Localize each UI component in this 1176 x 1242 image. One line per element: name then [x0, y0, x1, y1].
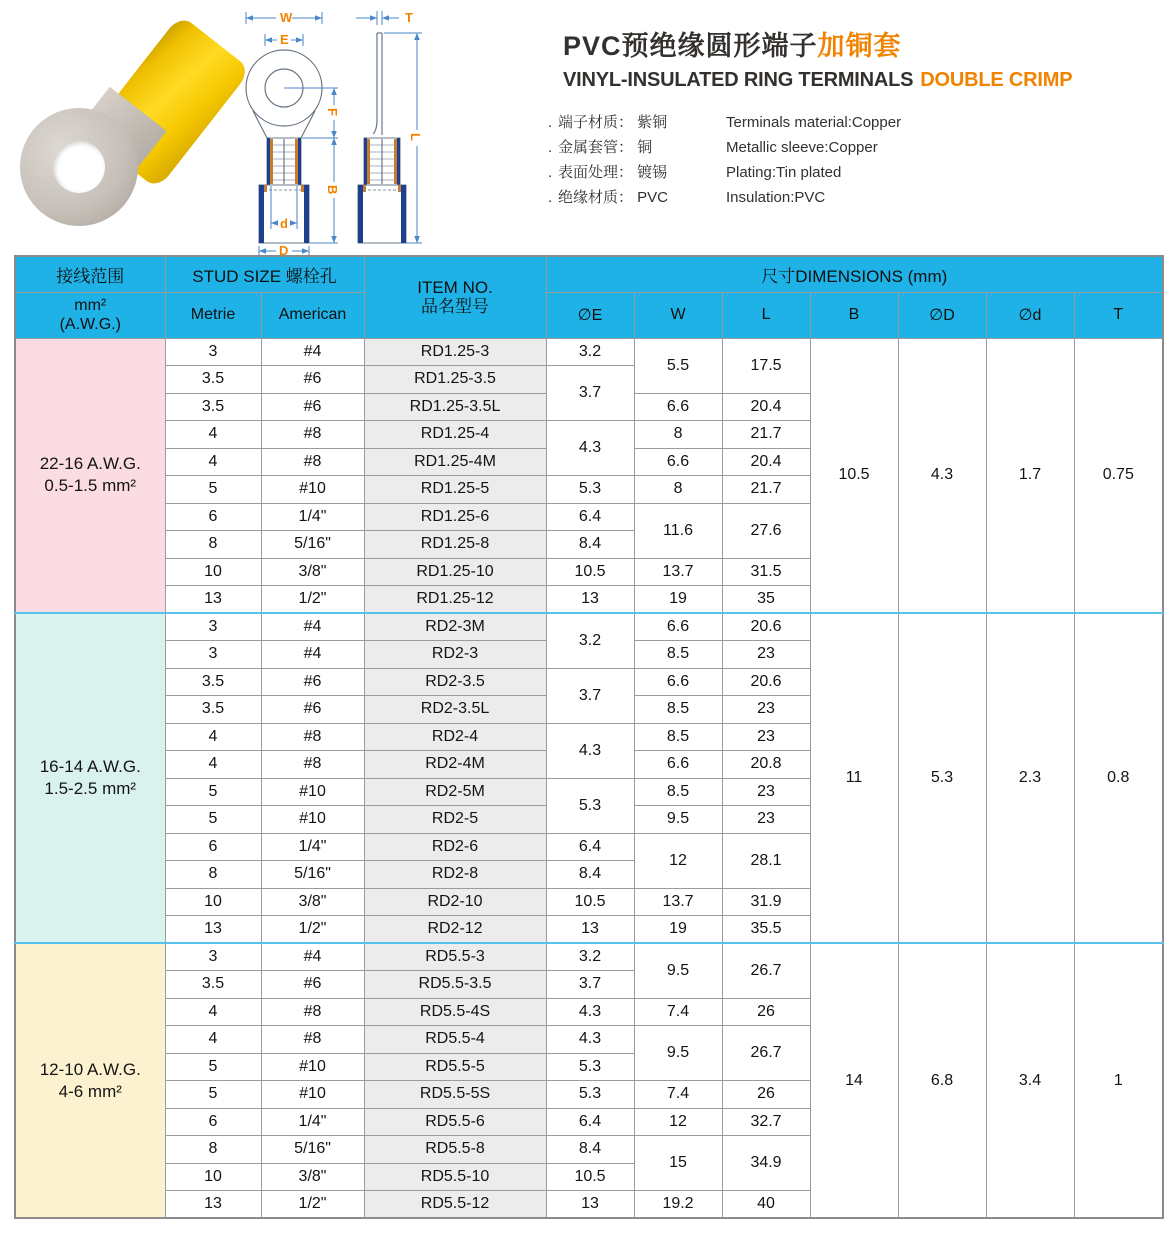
- header-dim-t: T: [1074, 292, 1163, 338]
- cell-l: 23: [722, 641, 810, 669]
- cell-e: 13: [546, 916, 634, 944]
- cell-item: RD1.25-3: [364, 338, 546, 366]
- cell-b: 14: [810, 943, 898, 1218]
- cell-l: 23: [722, 778, 810, 806]
- cell-item: RD5.5-5S: [364, 1081, 546, 1109]
- cell-metric: 3: [165, 613, 261, 641]
- cell-american: 5/16": [261, 1136, 364, 1164]
- cell-e: 6.4: [546, 503, 634, 531]
- title-zh-main: PVC预绝缘圆形端子: [563, 31, 818, 61]
- cell-w: 8.5: [634, 778, 722, 806]
- cell-metric: 6: [165, 503, 261, 531]
- cell-item: RD1.25-5: [364, 476, 546, 504]
- cell-american: #8: [261, 751, 364, 779]
- cell-e: 13: [546, 586, 634, 614]
- cell-metric: 4: [165, 1026, 261, 1054]
- cell-w: 5.5: [634, 338, 722, 393]
- cell-small-d: 3.4: [986, 943, 1074, 1218]
- header-wire-range-unit: [15, 292, 165, 338]
- cell-american: #6: [261, 393, 364, 421]
- cell-american: #4: [261, 613, 364, 641]
- cell-american: 5/16": [261, 531, 364, 559]
- header-dim-big-d: ∅D: [898, 292, 986, 338]
- header-dim-l: L: [722, 292, 810, 338]
- cell-item: RD2-8: [364, 861, 546, 889]
- cell-small-d: 2.3: [986, 613, 1074, 943]
- spec-row: [548, 185, 1028, 210]
- cell-item: RD2-4: [364, 723, 546, 751]
- cell-item: RD2-3.5: [364, 668, 546, 696]
- dim-label-w: W: [280, 10, 293, 25]
- cell-big-d: 5.3: [898, 613, 986, 943]
- cell-metric: 3.5: [165, 971, 261, 999]
- table-row: [15, 943, 1163, 971]
- spec-bullet: .: [548, 114, 553, 131]
- cell-metric: 8: [165, 1136, 261, 1164]
- cell-w: 11.6: [634, 503, 722, 558]
- cell-metric: 5: [165, 476, 261, 504]
- cell-metric: 8: [165, 531, 261, 559]
- cell-american: #10: [261, 1081, 364, 1109]
- cell-w: 8: [634, 476, 722, 504]
- spec-table-body: [15, 338, 1163, 1218]
- cell-american: #6: [261, 696, 364, 724]
- dim-label-t: T: [405, 10, 413, 25]
- header-wire-range: 接线范围: [15, 256, 165, 292]
- cell-american: #6: [261, 668, 364, 696]
- cell-w: 6.6: [634, 751, 722, 779]
- cell-american: #4: [261, 943, 364, 971]
- cell-w: 13.7: [634, 888, 722, 916]
- cell-item: RD5.5-12: [364, 1191, 546, 1219]
- cell-item: RD1.25-8: [364, 531, 546, 559]
- cell-w: 9.5: [634, 943, 722, 998]
- cell-l: 35.5: [722, 916, 810, 944]
- cell-item: RD2-3.5L: [364, 696, 546, 724]
- group-awg-label: 22-16 A.W.G.: [39, 454, 141, 474]
- spec-row: [548, 110, 1028, 135]
- spec-table: [14, 255, 1164, 1219]
- header-dimensions: 尺寸DIMENSIONS (mm): [546, 256, 1163, 292]
- cell-american: #4: [261, 338, 364, 366]
- cell-e: 6.4: [546, 833, 634, 861]
- cell-w: 12: [634, 833, 722, 888]
- cell-l: 35: [722, 586, 810, 614]
- dim-label-l: L: [408, 133, 423, 141]
- cell-metric: 13: [165, 916, 261, 944]
- cell-item: RD2-10: [364, 888, 546, 916]
- spec-zh: 表面处理： 镀锡: [558, 164, 668, 181]
- dim-label-big-d: D: [279, 243, 289, 256]
- title-en-accent: DOUBLE CRIMP: [920, 69, 1073, 91]
- cell-w: 19: [634, 586, 722, 614]
- cell-t: 1: [1074, 943, 1163, 1218]
- group-mm2-label: 1.5-2.5 mm²: [44, 779, 137, 798]
- cell-american: 1/4": [261, 833, 364, 861]
- header-mm2: mm²: [74, 297, 107, 314]
- cell-item: RD1.25-4M: [364, 448, 546, 476]
- cell-t: 0.75: [1074, 338, 1163, 613]
- cell-e: 10.5: [546, 1163, 634, 1191]
- cell-item: RD5.5-6: [364, 1108, 546, 1136]
- cell-l: 31.9: [722, 888, 810, 916]
- cell-metric: 3.5: [165, 668, 261, 696]
- cell-w: 12: [634, 1108, 722, 1136]
- cell-metric: 4: [165, 421, 261, 449]
- cell-e: 3.2: [546, 338, 634, 366]
- spec-bullet: .: [548, 164, 553, 181]
- cell-e: 3.7: [546, 971, 634, 999]
- cell-item: RD5.5-3: [364, 943, 546, 971]
- cell-e: 3.7: [546, 668, 634, 723]
- cell-item: RD5.5-4S: [364, 998, 546, 1026]
- spec-zh: 金属套管： 铜: [558, 139, 653, 156]
- header-dim-b: B: [810, 292, 898, 338]
- cell-l: 26: [722, 1081, 810, 1109]
- page-title-zh: [563, 24, 1173, 63]
- cell-l: 23: [722, 723, 810, 751]
- cell-e: 5.3: [546, 778, 634, 833]
- cell-e: 3.2: [546, 943, 634, 971]
- cell-small-d: 1.7: [986, 338, 1074, 613]
- cell-item: RD5.5-10: [364, 1163, 546, 1191]
- cell-american: 1/4": [261, 1108, 364, 1136]
- cell-metric: 5: [165, 806, 261, 834]
- cell-l: 17.5: [722, 338, 810, 393]
- cell-american: #10: [261, 476, 364, 504]
- cell-metric: 5: [165, 1081, 261, 1109]
- cell-l: 23: [722, 696, 810, 724]
- cell-metric: 4: [165, 998, 261, 1026]
- dim-label-b: B: [325, 185, 340, 195]
- cell-metric: 3: [165, 943, 261, 971]
- cell-w: 13.7: [634, 558, 722, 586]
- cell-w: 6.6: [634, 448, 722, 476]
- cell-american: 3/8": [261, 888, 364, 916]
- cell-w: 9.5: [634, 806, 722, 834]
- cell-w: 8: [634, 421, 722, 449]
- cell-metric: 3: [165, 338, 261, 366]
- cell-metric: 6: [165, 833, 261, 861]
- cell-item: RD2-3: [364, 641, 546, 669]
- spec-zh: 绝缘材质： PVC: [558, 189, 669, 206]
- cell-item: RD2-5M: [364, 778, 546, 806]
- spec-bullet: .: [548, 139, 553, 156]
- cell-e: 13: [546, 1191, 634, 1219]
- cell-w: 9.5: [634, 1026, 722, 1081]
- cell-w: 6.6: [634, 393, 722, 421]
- cell-e: 5.3: [546, 1081, 634, 1109]
- cell-item: RD2-4M: [364, 751, 546, 779]
- cell-item: RD1.25-6: [364, 503, 546, 531]
- cell-b: 10.5: [810, 338, 898, 613]
- cell-american: #8: [261, 448, 364, 476]
- cell-l: 21.7: [722, 476, 810, 504]
- cell-l: 20.8: [722, 751, 810, 779]
- cell-american: #8: [261, 1026, 364, 1054]
- spec-row: [548, 160, 1028, 185]
- cell-w: 8.5: [634, 641, 722, 669]
- spec-zh: 端子材质： 紫铜: [558, 114, 668, 131]
- cell-item: RD1.25-4: [364, 421, 546, 449]
- cell-american: #8: [261, 998, 364, 1026]
- cell-l: 23: [722, 806, 810, 834]
- cell-b: 11: [810, 613, 898, 943]
- header-awg: (A.W.G.): [59, 316, 121, 333]
- cell-w: 19: [634, 916, 722, 944]
- cell-l: 20.6: [722, 668, 810, 696]
- spec-en: Insulation:PVC: [726, 189, 826, 206]
- title-en-main: VINYL-INSULATED RING TERMINALS: [563, 69, 914, 91]
- cell-item: RD2-12: [364, 916, 546, 944]
- cell-e: 4.3: [546, 998, 634, 1026]
- cell-e: 8.4: [546, 861, 634, 889]
- cell-american: 1/2": [261, 586, 364, 614]
- cell-item: RD1.25-12: [364, 586, 546, 614]
- cell-metric: 5: [165, 1053, 261, 1081]
- table-row: [15, 613, 1163, 641]
- cell-metric: 10: [165, 888, 261, 916]
- cell-w: 7.4: [634, 998, 722, 1026]
- cell-american: #10: [261, 778, 364, 806]
- cell-w: 7.4: [634, 1081, 722, 1109]
- cell-american: #4: [261, 641, 364, 669]
- cell-l: 40: [722, 1191, 810, 1219]
- cell-metric: 13: [165, 586, 261, 614]
- cell-american: 1/4": [261, 503, 364, 531]
- cell-item: RD1.25-3.5: [364, 366, 546, 394]
- cell-wire-range: [15, 613, 165, 943]
- cell-e: 10.5: [546, 558, 634, 586]
- cell-e: 5.3: [546, 1053, 634, 1081]
- header-dim-e: ∅E: [546, 292, 634, 338]
- cell-w: 6.6: [634, 613, 722, 641]
- cell-l: 20.4: [722, 448, 810, 476]
- header-item-no-en: ITEM NO.: [417, 278, 493, 298]
- cell-american: 1/2": [261, 1191, 364, 1219]
- header-metric: Metrie: [165, 292, 261, 338]
- cell-w: 15: [634, 1136, 722, 1191]
- header-item-no-zh: 品名型号: [421, 297, 490, 317]
- cell-american: 5/16": [261, 861, 364, 889]
- cell-metric: 6: [165, 1108, 261, 1136]
- spec-row: [548, 135, 1028, 160]
- cell-e: 8.4: [546, 531, 634, 559]
- cell-item: RD1.25-3.5L: [364, 393, 546, 421]
- cell-metric: 4: [165, 723, 261, 751]
- cell-w: 6.6: [634, 668, 722, 696]
- cell-item: RD5.5-5: [364, 1053, 546, 1081]
- cell-wire-range: [15, 338, 165, 613]
- cell-l: 31.5: [722, 558, 810, 586]
- ring-hole: [53, 141, 105, 193]
- spec-en: Terminals material:Copper: [726, 114, 902, 131]
- cell-e: 4.3: [546, 1026, 634, 1054]
- cell-american: 1/2": [261, 916, 364, 944]
- cell-american: #10: [261, 806, 364, 834]
- title-zh-accent: 加铜套: [817, 31, 902, 61]
- cell-wire-range: [15, 943, 165, 1218]
- cell-t: 0.8: [1074, 613, 1163, 943]
- header-stud-size: STUD SIZE 螺栓孔: [165, 256, 364, 292]
- cell-american: 3/8": [261, 558, 364, 586]
- material-specs: [548, 110, 1028, 210]
- cell-metric: 3.5: [165, 393, 261, 421]
- group-awg-label: 12-10 A.W.G.: [39, 1059, 141, 1079]
- spec-en: Metallic sleeve:Copper: [726, 139, 878, 156]
- cell-e: 3.2: [546, 613, 634, 668]
- cell-e: 4.3: [546, 723, 634, 778]
- cell-e: 6.4: [546, 1108, 634, 1136]
- cell-metric: 3: [165, 641, 261, 669]
- cell-w: 8.5: [634, 723, 722, 751]
- cell-e: 8.4: [546, 1136, 634, 1164]
- cell-metric: 3.5: [165, 366, 261, 394]
- cell-item: RD5.5-4: [364, 1026, 546, 1054]
- cell-item: RD5.5-8: [364, 1136, 546, 1164]
- cell-l: 28.1: [722, 833, 810, 888]
- cell-item: RD2-5: [364, 806, 546, 834]
- front-view-drawing: [226, 8, 351, 256]
- spec-en: Plating:Tin plated: [726, 164, 842, 181]
- cell-item: RD2-6: [364, 833, 546, 861]
- cell-l: 20.4: [722, 393, 810, 421]
- cell-e: 10.5: [546, 888, 634, 916]
- cell-item: RD5.5-3.5: [364, 971, 546, 999]
- cell-e: 5.3: [546, 476, 634, 504]
- cell-metric: 5: [165, 778, 261, 806]
- cell-american: #6: [261, 971, 364, 999]
- cell-big-d: 6.8: [898, 943, 986, 1218]
- cell-l: 21.7: [722, 421, 810, 449]
- cell-l: 32.7: [722, 1108, 810, 1136]
- cell-l: 20.6: [722, 613, 810, 641]
- group-mm2-label: 4-6 mm²: [58, 1081, 122, 1101]
- header-dim-w: W: [634, 292, 722, 338]
- cell-e: 3.7: [546, 366, 634, 421]
- page-title-en: [563, 69, 1173, 92]
- header-american: American: [261, 292, 364, 338]
- cell-metric: 3.5: [165, 696, 261, 724]
- product-photo: [8, 18, 236, 236]
- cell-l: 27.6: [722, 503, 810, 558]
- cell-metric: 10: [165, 1163, 261, 1191]
- cell-w: 8.5: [634, 696, 722, 724]
- title-block: [563, 24, 1173, 92]
- cell-metric: 13: [165, 1191, 261, 1219]
- dim-label-d: d: [280, 216, 288, 231]
- group-awg-label: 16-14 A.W.G.: [39, 757, 141, 776]
- group-mm2-label: 0.5-1.5 mm²: [44, 476, 137, 496]
- cell-item: RD2-3M: [364, 613, 546, 641]
- dim-label-f: F: [325, 108, 340, 116]
- cell-metric: 10: [165, 558, 261, 586]
- cell-l: 26: [722, 998, 810, 1026]
- cell-american: #10: [261, 1053, 364, 1081]
- cell-e: 4.3: [546, 421, 634, 476]
- cell-metric: 4: [165, 448, 261, 476]
- cell-l: 34.9: [722, 1136, 810, 1191]
- header-dim-small-d: ∅d: [986, 292, 1074, 338]
- dim-label-e: E: [280, 32, 289, 47]
- cell-w: 19.2: [634, 1191, 722, 1219]
- cell-l: 26.7: [722, 943, 810, 998]
- table-row: [15, 338, 1163, 366]
- cell-american: #6: [261, 366, 364, 394]
- cell-l: 26.7: [722, 1026, 810, 1081]
- cell-big-d: 4.3: [898, 338, 986, 613]
- cell-american: 3/8": [261, 1163, 364, 1191]
- side-view-drawing: [344, 8, 429, 256]
- spec-bullet: .: [548, 189, 553, 206]
- cell-american: #8: [261, 723, 364, 751]
- cell-american: #8: [261, 421, 364, 449]
- cell-item: RD1.25-10: [364, 558, 546, 586]
- cell-metric: 8: [165, 861, 261, 889]
- header-item-no: [364, 256, 546, 338]
- cell-metric: 4: [165, 751, 261, 779]
